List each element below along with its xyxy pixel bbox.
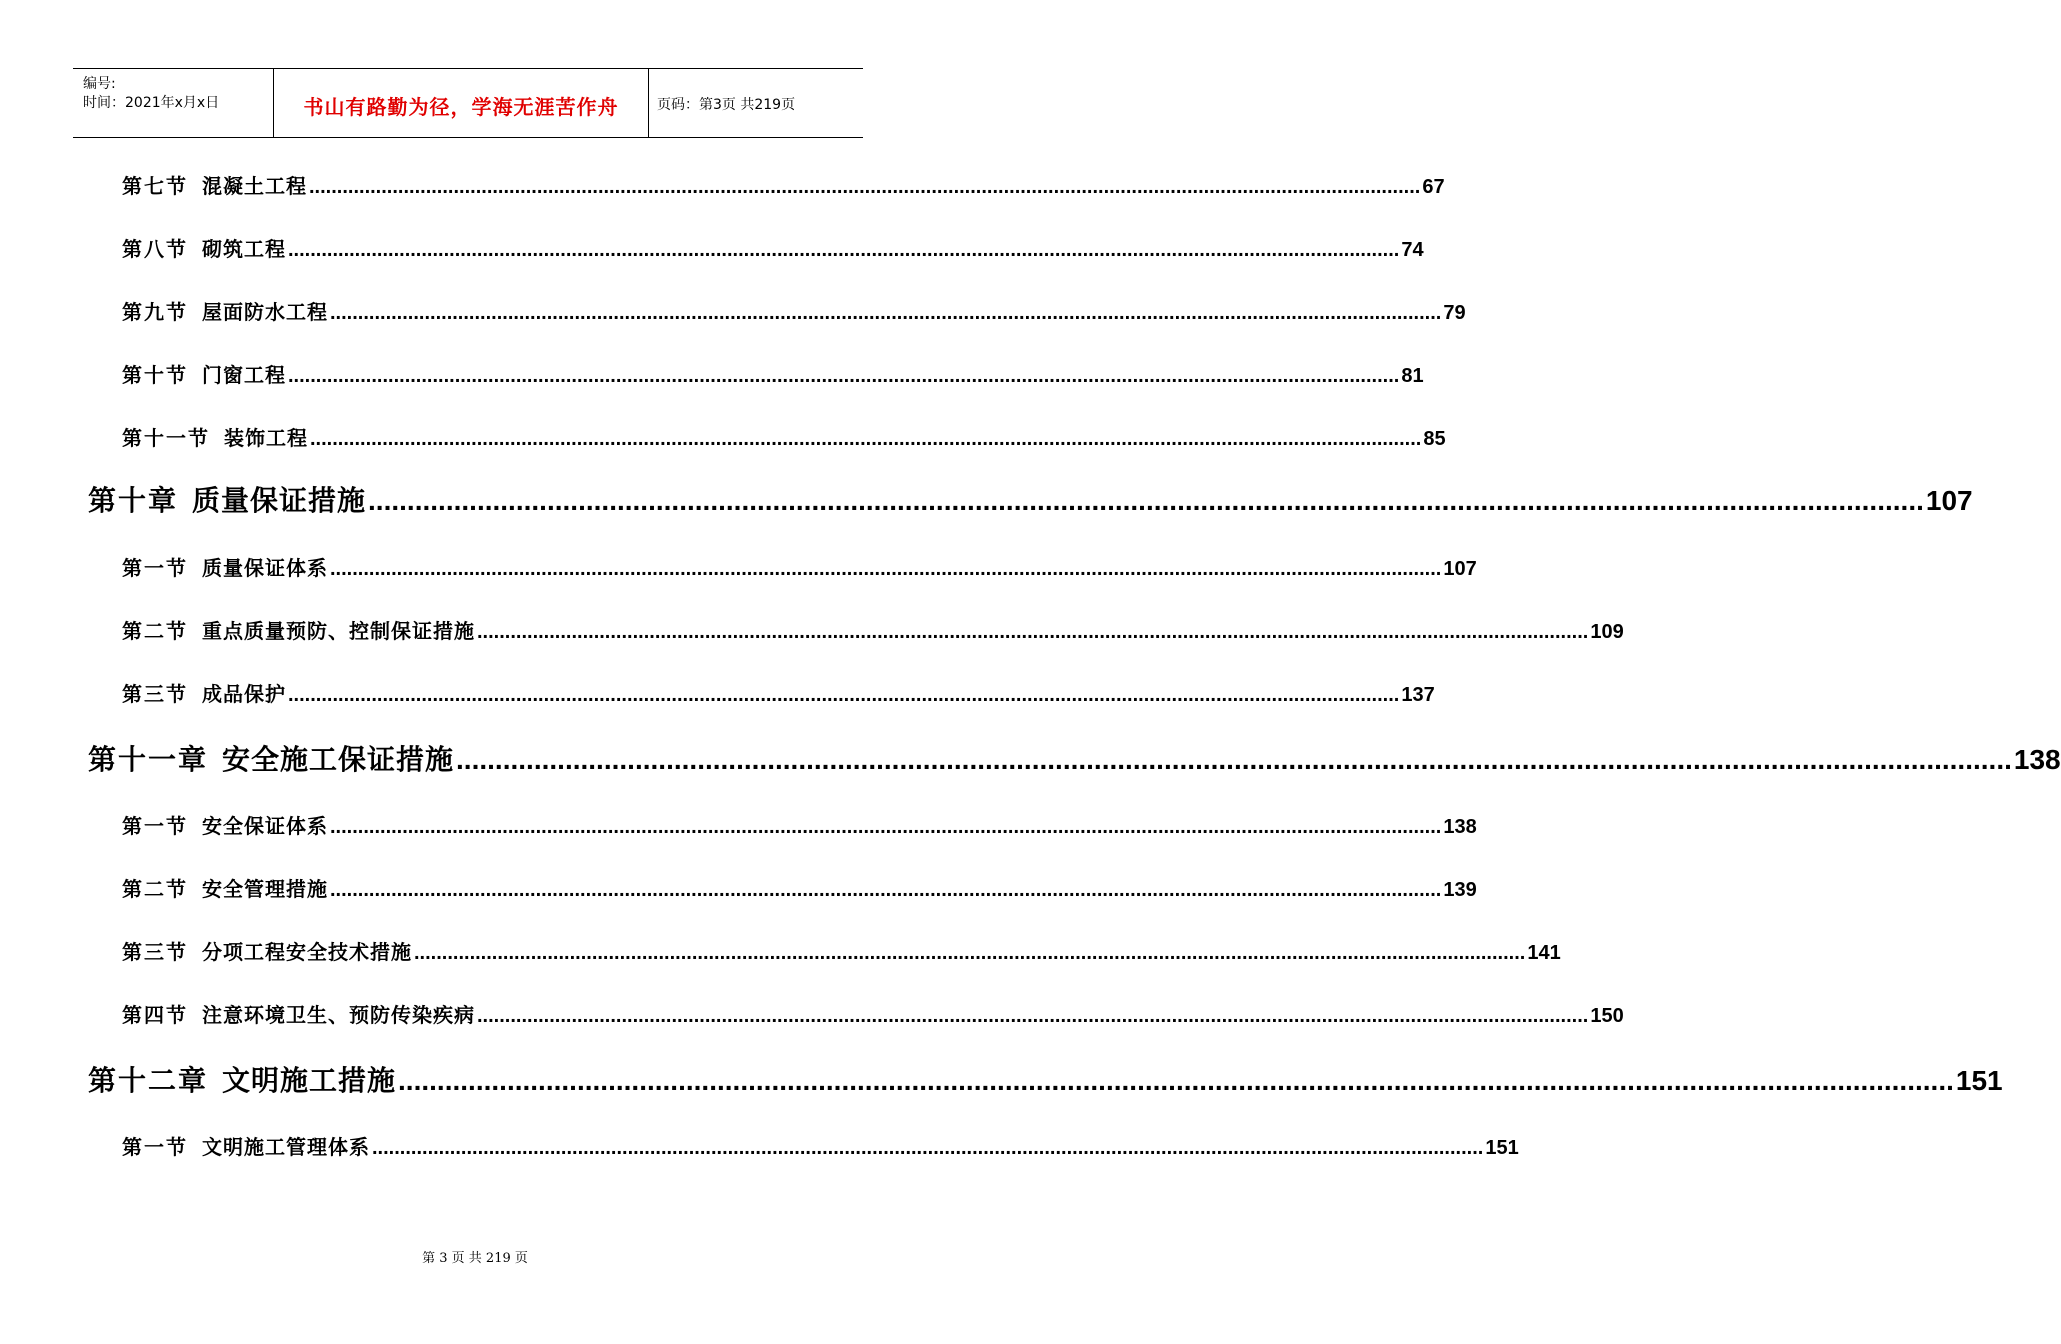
- toc-entry-title: 混凝土工程: [202, 174, 307, 198]
- toc-entry-title: 安全保证体系: [202, 814, 328, 838]
- toc-dot-leader: ........................................................................................................................................................................................................: [477, 1005, 1589, 1027]
- toc-entry-label: 第一节: [122, 1135, 188, 1159]
- toc-entry-label: 第三节: [122, 682, 188, 706]
- toc-entry-page: 141: [1527, 942, 1561, 964]
- toc-chapter-label: 第十章: [88, 484, 179, 517]
- toc-chapter-page: 151: [1955, 1065, 2003, 1096]
- page-header: [73, 68, 863, 138]
- toc-entry-label: 第二节: [122, 877, 188, 901]
- toc-chapter-title: 文明施工措施: [222, 1064, 397, 1097]
- toc-entry-page: 138: [1443, 816, 1477, 838]
- toc-entry[interactable]: [122, 936, 1561, 966]
- toc-entry-title: 质量保证体系: [202, 556, 328, 580]
- toc-entry-title: 注意环境卫生、预防传染疾病: [202, 1003, 475, 1027]
- toc-chapter-title: 安全施工保证措施: [222, 743, 455, 776]
- toc-chapter-label: 第十一章: [88, 743, 209, 776]
- toc-chapter-entry[interactable]: [88, 738, 2061, 780]
- header-meta-cell: [73, 69, 274, 137]
- toc-entry-page: 85: [1423, 428, 1446, 450]
- toc-dot-leader: ........................................................................................................................................................................................................: [456, 744, 2012, 775]
- toc-dot-leader: ........................................................................................................................................................................................................: [288, 239, 1400, 261]
- toc-entry[interactable]: [122, 170, 1445, 200]
- toc-dot-leader: ........................................................................................................................................................................................................: [368, 485, 1924, 516]
- toc-entry-page: 67: [1422, 176, 1445, 198]
- toc-entry-label: 第一节: [122, 556, 188, 580]
- toc-entry-title: 砌筑工程: [202, 237, 286, 261]
- toc-dot-leader: ........................................................................................................................................................................................................: [330, 302, 1442, 324]
- toc-entry-page: 109: [1590, 621, 1624, 643]
- toc-entry[interactable]: [122, 999, 1624, 1029]
- toc-entry-label: 第一节: [122, 814, 188, 838]
- toc-entry-label: 第九节: [122, 300, 188, 324]
- toc-entry-title: 文明施工管理体系: [202, 1135, 370, 1159]
- toc-dot-leader: ........................................................................................................................................................................................................: [330, 879, 1442, 901]
- toc-dot-leader: ........................................................................................................................................................................................................: [288, 365, 1400, 387]
- toc-dot-leader: ........................................................................................................................................................................................................: [414, 942, 1526, 964]
- toc-entry-page: 150: [1590, 1005, 1624, 1027]
- toc-entry-page: 137: [1401, 684, 1435, 706]
- header-page-label: 页码：第3页 共219页: [657, 97, 796, 113]
- header-page-cell: [649, 69, 863, 137]
- toc-dot-leader: ........................................................................................................................................................................................................: [310, 428, 1422, 450]
- toc-entry[interactable]: [122, 359, 1424, 389]
- toc-dot-leader: ........................................................................................................................................................................................................: [330, 816, 1442, 838]
- toc-entry[interactable]: [122, 552, 1477, 582]
- toc-entry[interactable]: [122, 678, 1435, 708]
- toc-chapter-entry[interactable]: [88, 479, 1973, 521]
- toc-chapter-page: 138: [2013, 744, 2061, 775]
- toc-entry[interactable]: [122, 422, 1446, 452]
- toc-entry-page: 81: [1401, 365, 1424, 387]
- toc-entry-title: 分项工程安全技术措施: [202, 940, 412, 964]
- toc-entry-label: 第七节: [122, 174, 188, 198]
- toc-dot-leader: ........................................................................................................................................................................................................: [288, 684, 1400, 706]
- toc-dot-leader: ........................................................................................................................................................................................................: [477, 621, 1589, 643]
- toc-entry-label: 第三节: [122, 940, 188, 964]
- toc-entry[interactable]: [122, 873, 1477, 903]
- toc-entry-title: 成品保护: [202, 682, 286, 706]
- toc-dot-leader: ........................................................................................................................................................................................................: [309, 176, 1421, 198]
- toc-chapter-page: 107: [1925, 485, 1973, 516]
- date-label: 时间：2021年x月x日: [83, 95, 220, 111]
- toc-dot-leader: ........................................................................................................................................................................................................: [398, 1065, 1954, 1096]
- toc-entry-page: 139: [1443, 879, 1477, 901]
- toc-entry[interactable]: [122, 810, 1477, 840]
- toc-entry-label: 第四节: [122, 1003, 188, 1027]
- toc-entry[interactable]: [122, 296, 1466, 326]
- toc-entry[interactable]: [122, 233, 1424, 263]
- toc-dot-leader: ........................................................................................................................................................................................................: [372, 1137, 1484, 1159]
- page-footer: 第 3 页 共 219 页: [422, 1251, 528, 1266]
- toc-entry-page: 74: [1401, 239, 1424, 261]
- motto-text: 书山有路勤为径，学海无涯苦作舟: [303, 95, 619, 119]
- toc-entry-title: 装饰工程: [224, 426, 308, 450]
- toc-entry-label: 第十节: [122, 363, 188, 387]
- toc-entry-page: 79: [1443, 302, 1466, 324]
- toc-dot-leader: ........................................................................................................................................................................................................: [330, 558, 1442, 580]
- toc-entry-title: 门窗工程: [202, 363, 286, 387]
- toc-entry-label: 第二节: [122, 619, 188, 643]
- toc-entry-page: 107: [1443, 558, 1477, 580]
- toc-chapter-title: 质量保证措施: [192, 484, 367, 517]
- toc-entry-title: 屋面防水工程: [202, 300, 328, 324]
- toc-entry[interactable]: [122, 615, 1624, 645]
- toc-entry-title: 安全管理措施: [202, 877, 328, 901]
- serial-label: 编号:: [83, 76, 116, 92]
- toc-entry-page: 151: [1485, 1137, 1519, 1159]
- toc-entry-label: 第十一节: [122, 426, 210, 450]
- toc-entry-label: 第八节: [122, 237, 188, 261]
- toc-entry-title: 重点质量预防、控制保证措施: [202, 619, 475, 643]
- toc-entry[interactable]: [122, 1131, 1519, 1161]
- toc-chapter-label: 第十二章: [88, 1064, 209, 1097]
- header-motto-cell: [274, 69, 649, 137]
- toc-chapter-entry[interactable]: [88, 1059, 2003, 1101]
